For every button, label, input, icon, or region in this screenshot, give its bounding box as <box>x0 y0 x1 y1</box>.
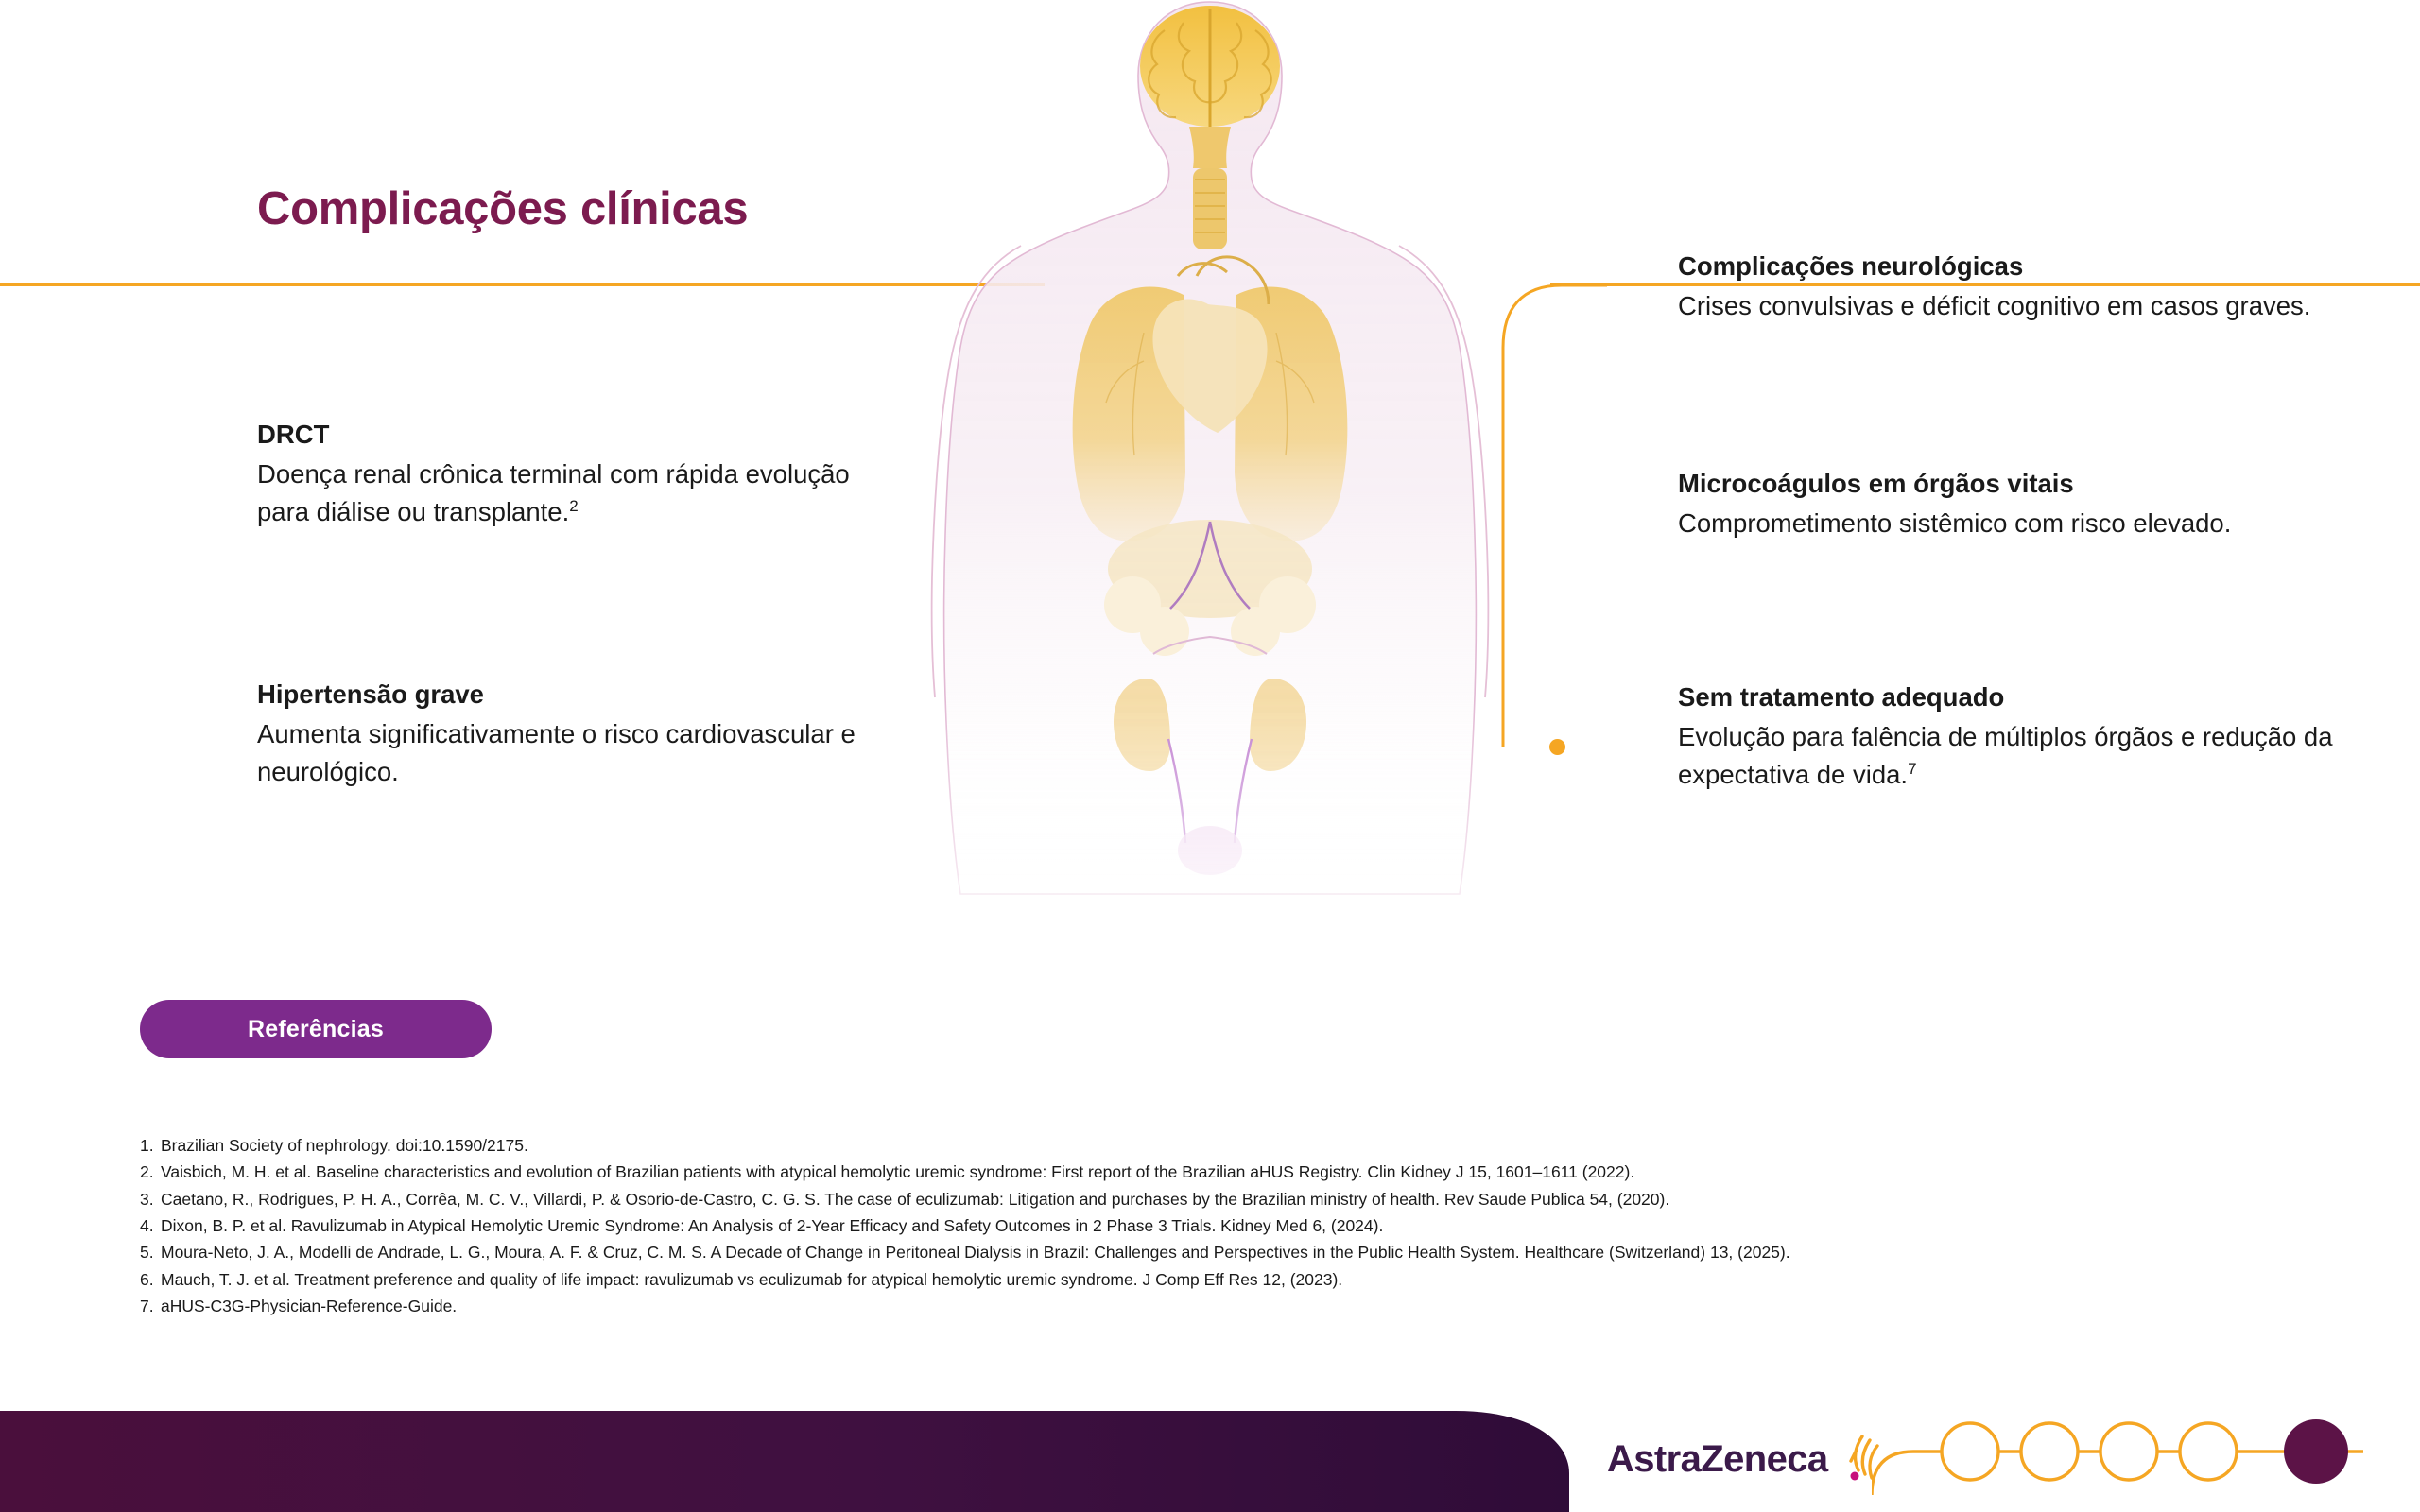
block-body-text: Evolução para falência de múltiplos órgãos e redução da expectativa de vida. <box>1678 721 2333 790</box>
reference-item <box>140 1132 2371 1159</box>
block-body-text: Doença renal crônica terminal com rápida evolução para diálise ou transplante. <box>257 458 850 527</box>
block-heading: Microcoágulos em órgãos vitais <box>1678 469 2074 498</box>
reference-item <box>140 1239 2371 1265</box>
reference-number: 2. <box>140 1162 154 1182</box>
block-superscript: 7 <box>1908 760 1917 779</box>
block-body-text: Aumenta significativamente o risco cardiovascular e neurológico. <box>257 718 856 787</box>
reference-text: Dixon, B. P. et al. Ravulizumab in Atypical Hemolytic Uremic Syndrome: An Analysis of 2-Year Efficacy and Safety Outcomes in 2 Phase 3 Trials. Kidney Med 6, (2024). <box>161 1216 1384 1236</box>
astrazeneca-wordmark: AstraZeneca <box>1607 1437 1828 1480</box>
block-heading: Sem tratamento adequado <box>1678 682 2005 712</box>
references-button-label: Referências <box>248 1015 384 1042</box>
reference-item <box>140 1159 2371 1185</box>
references-button[interactable] <box>140 1000 492 1058</box>
footer-circle-chain <box>1872 1408 2420 1512</box>
reference-number: 5. <box>140 1243 154 1263</box>
page-title: Complicações clínicas <box>257 183 749 234</box>
block-body <box>1678 287 2359 325</box>
block-heading: Complicações neurológicas <box>1678 251 2024 281</box>
reference-text: Brazilian Society of nephrology. doi:10.1590/2175. <box>161 1136 528 1155</box>
block-body <box>1678 505 2359 542</box>
reference-number: 1. <box>140 1136 154 1155</box>
block-body <box>1678 718 2377 795</box>
block-heading: Hipertensão grave <box>257 679 484 709</box>
reference-item <box>140 1212 2371 1239</box>
reference-item <box>140 1186 2371 1212</box>
reference-item <box>140 1266 2371 1293</box>
block-heading: DRCT <box>257 420 330 449</box>
references-list <box>140 1132 2371 1319</box>
text-block-hipertensao-grave <box>257 676 881 792</box>
text-block-microcoagulos <box>1678 465 2359 542</box>
text-block-complicacoes-neurologicas <box>1678 248 2359 325</box>
reference-number: 3. <box>140 1189 154 1209</box>
block-body <box>257 715 881 792</box>
text-block-sem-tratamento <box>1678 679 2377 795</box>
text-block-drct <box>257 416 862 532</box>
reference-text: Mauch, T. J. et al. Treatment preference and quality of life impact: ravulizumab vs eculizumab for atypical hemolytic uremic syndrome. J Comp Eff Res 12, (2023). <box>161 1269 1343 1289</box>
reference-number: 6. <box>140 1269 154 1289</box>
block-body-text: Comprometimento sistêmico com risco elevado. <box>1678 507 2232 538</box>
block-superscript: 2 <box>569 497 579 516</box>
reference-text: Moura-Neto, J. A., Modelli de Andrade, L. G., Moura, A. F. & Cruz, C. M. S. A Decade of Change in Peritoneal Dialysis in Brazil: Challenges and Perspectives in the Public Health System. Healthcare (Switzerland) 13, (2025). <box>161 1243 1790 1263</box>
footer-banner-shape <box>0 1411 1569 1512</box>
reference-text: Vaisbich, M. H. et al. Baseline characteristics and evolution of Brazilian patients with atypical hemolytic uremic syndrome: First report of the Brazilian aHUS Registry. Clin Kidney J 15, 1601–1611 (2022). <box>161 1162 1635 1182</box>
human-anatomy-illustration <box>832 0 1588 975</box>
astrazeneca-logo <box>1607 1433 1887 1486</box>
reference-item <box>140 1293 2371 1319</box>
reference-text: aHUS-C3G-Physician-Reference-Guide. <box>161 1297 458 1316</box>
reference-number: 4. <box>140 1216 154 1236</box>
block-body <box>257 455 862 532</box>
reference-text: Caetano, R., Rodrigues, P. H. A., Corrêa, M. C. V., Villardi, P. & Osorio-de-Castro, C. G. S. The case of eculizumab: Litigation and purchases by the Brazilian ministry of health. Rev Saude Publica 54, (2020). <box>161 1189 1670 1209</box>
reference-number: 7. <box>140 1297 154 1316</box>
block-body-text: Crises convulsivas e déficit cognitivo em casos graves. <box>1678 290 2311 320</box>
